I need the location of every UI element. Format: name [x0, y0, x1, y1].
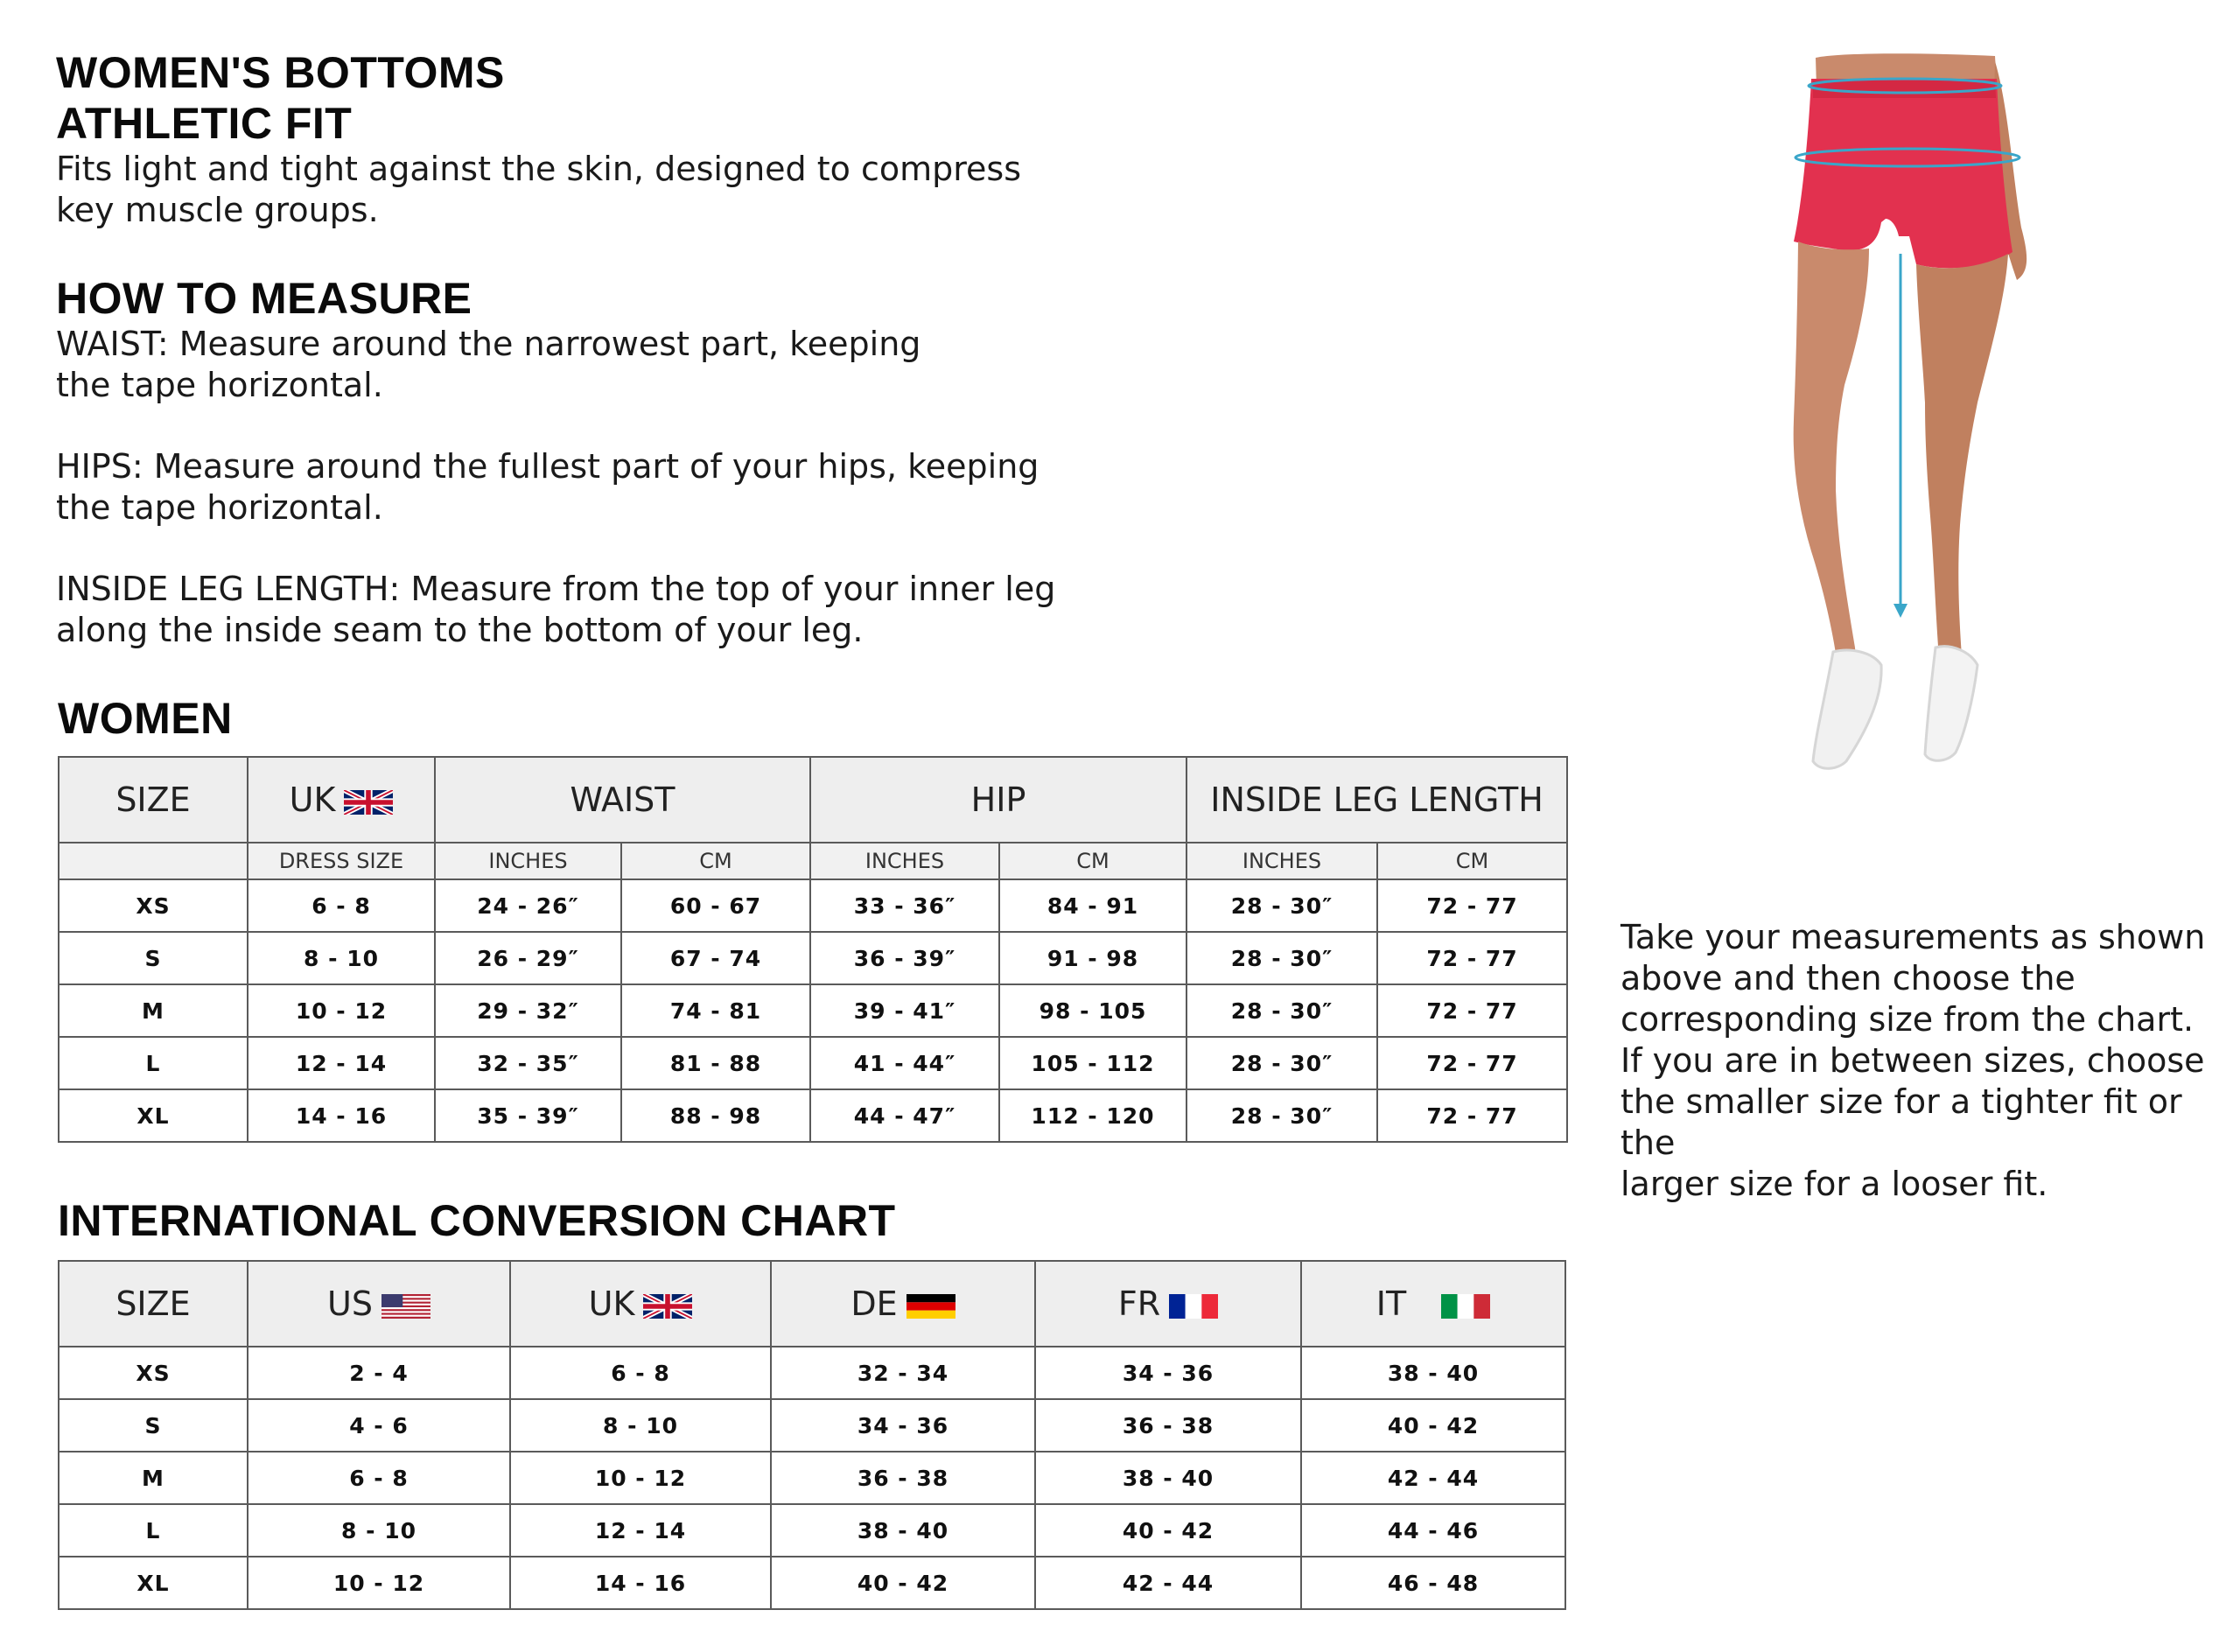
- table-cell: XL: [59, 1557, 248, 1609]
- women-table-header-row: [59, 757, 1567, 843]
- note-line: above and then choose the: [1620, 959, 2076, 998]
- table-cell: 38 - 40: [1301, 1347, 1565, 1399]
- table-cell: 6 - 8: [510, 1347, 771, 1399]
- table-cell: 36 - 39″: [810, 932, 999, 984]
- table-cell: 6 - 8: [248, 1452, 510, 1504]
- table-cell: 67 - 74: [621, 932, 810, 984]
- note-line: corresponding size from the chart.: [1620, 1000, 2194, 1039]
- fit-description-line2: key muscle groups.: [56, 191, 379, 229]
- de-header-label: DE: [850, 1284, 898, 1323]
- de-column-header: [771, 1261, 1035, 1347]
- table-cell: 72 - 77: [1377, 1089, 1567, 1142]
- conversion-table-title: INTERNATIONAL CONVERSION CHART: [58, 1196, 896, 1245]
- subheader-cell: INCHES: [435, 843, 621, 879]
- table-cell: 42 - 44: [1301, 1452, 1565, 1504]
- how-to-measure-title: HOW TO MEASURE: [56, 274, 472, 323]
- table-cell: 40 - 42: [1035, 1504, 1301, 1557]
- table-cell: 81 - 88: [621, 1037, 810, 1089]
- table-cell: 44 - 47″: [810, 1089, 999, 1142]
- table-cell: 8 - 10: [248, 932, 435, 984]
- uk-column-header: [248, 757, 435, 843]
- leg-instruction-line1: INSIDE LEG LENGTH: Measure from the top of your inner leg: [56, 570, 1056, 608]
- table-cell: 41 - 44″: [810, 1037, 999, 1089]
- table-cell: 38 - 40: [771, 1504, 1035, 1557]
- table-cell: 105 - 112: [999, 1037, 1186, 1089]
- table-cell: 39 - 41″: [810, 984, 999, 1037]
- intro-section: [56, 47, 1106, 231]
- note-line: larger size for a looser fit.: [1620, 1165, 2048, 1203]
- table-cell: 6 - 8: [248, 879, 435, 932]
- table-row: [59, 1347, 1565, 1399]
- table-cell: 10 - 12: [510, 1452, 771, 1504]
- table-cell: 44 - 46: [1301, 1504, 1565, 1557]
- table-cell: 32 - 35″: [435, 1037, 621, 1089]
- fit-description-line1: Fits light and tight against the skin, designed to compress: [56, 150, 1022, 188]
- table-cell: 72 - 77: [1377, 1037, 1567, 1089]
- women-table-title: WOMEN: [58, 694, 233, 743]
- table-cell: 10 - 12: [248, 984, 435, 1037]
- table-cell: 72 - 77: [1377, 984, 1567, 1037]
- size-column-header: SIZE: [59, 1261, 248, 1347]
- it-column-header: [1301, 1261, 1565, 1347]
- table-cell: 10 - 12: [248, 1557, 510, 1609]
- flag-fr-icon: [1169, 1294, 1218, 1319]
- note-line: If you are in between sizes, choose: [1620, 1041, 2205, 1080]
- table-cell: 36 - 38: [771, 1452, 1035, 1504]
- table-cell: 33 - 36″: [810, 879, 999, 932]
- subheader-cell: INCHES: [810, 843, 999, 879]
- table-cell: S: [59, 1399, 248, 1452]
- table-cell: 28 - 30″: [1186, 879, 1377, 932]
- table-cell: 88 - 98: [621, 1089, 810, 1142]
- table-cell: S: [59, 932, 248, 984]
- table-cell: 40 - 42: [1301, 1399, 1565, 1452]
- subheader-cell: [59, 843, 248, 879]
- subheader-cell: CM: [999, 843, 1186, 879]
- flag-it-icon: [1441, 1294, 1490, 1319]
- table-cell: 2 - 4: [248, 1347, 510, 1399]
- flag-us-icon: [382, 1294, 430, 1319]
- table-cell: 74 - 81: [621, 984, 810, 1037]
- subheader-cell: INCHES: [1186, 843, 1377, 879]
- table-cell: 24 - 26″: [435, 879, 621, 932]
- table-cell: XS: [59, 1347, 248, 1399]
- table-cell: 12 - 14: [510, 1504, 771, 1557]
- us-header-label: US: [327, 1284, 373, 1323]
- table-cell: 38 - 40: [1035, 1452, 1301, 1504]
- table-cell: 12 - 14: [248, 1037, 435, 1089]
- measurement-note: [1620, 917, 2224, 1205]
- waist-instruction-line1: WAIST: Measure around the narrowest part, keeping: [56, 325, 921, 363]
- leg-column-header: INSIDE LEG LENGTH: [1186, 757, 1567, 843]
- women-size-table: [58, 756, 1568, 1143]
- table-cell: 14 - 16: [510, 1557, 771, 1609]
- table-cell: 8 - 10: [248, 1504, 510, 1557]
- table-cell: 8 - 10: [510, 1399, 771, 1452]
- it-header-label: IT: [1376, 1284, 1407, 1323]
- table-cell: 28 - 30″: [1186, 932, 1377, 984]
- table-cell: 42 - 44: [1035, 1557, 1301, 1609]
- subheader-cell: CM: [1377, 843, 1567, 879]
- flag-uk-icon: [344, 790, 393, 815]
- uk-column-header: [510, 1261, 771, 1347]
- table-cell: 60 - 67: [621, 879, 810, 932]
- women-table-subheader-row: [59, 843, 1567, 879]
- table-cell: 72 - 77: [1377, 932, 1567, 984]
- table-cell: 14 - 16: [248, 1089, 435, 1142]
- table-row: [59, 932, 1567, 984]
- leg-instruction-line2: along the inside seam to the bottom of your leg.: [56, 611, 864, 649]
- table-cell: 40 - 42: [771, 1557, 1035, 1609]
- table-row: [59, 879, 1567, 932]
- table-cell: 34 - 36: [771, 1399, 1035, 1452]
- table-row: [59, 1452, 1565, 1504]
- table-cell: M: [59, 1452, 248, 1504]
- table-cell: 98 - 105: [999, 984, 1186, 1037]
- subheader-cell: CM: [621, 843, 810, 879]
- uk-header-label: UK: [289, 780, 336, 819]
- hips-instruction-line2: the tape horizontal.: [56, 488, 383, 527]
- page-title-line1: WOMEN'S BOTTOMS: [56, 48, 505, 97]
- model-photo: [1662, 35, 2135, 788]
- table-row: [59, 1399, 1565, 1452]
- table-cell: 46 - 48: [1301, 1557, 1565, 1609]
- table-cell: 28 - 30″: [1186, 984, 1377, 1037]
- table-cell: 29 - 32″: [435, 984, 621, 1037]
- hip-column-header: HIP: [810, 757, 1186, 843]
- subheader-cell: DRESS SIZE: [248, 843, 435, 879]
- fr-column-header: [1035, 1261, 1301, 1347]
- us-column-header: [248, 1261, 510, 1347]
- table-cell: XS: [59, 879, 248, 932]
- table-cell: L: [59, 1037, 248, 1089]
- table-cell: M: [59, 984, 248, 1037]
- table-row: [59, 1504, 1565, 1557]
- table-cell: 35 - 39″: [435, 1089, 621, 1142]
- table-row: [59, 1557, 1565, 1609]
- table-cell: 36 - 38: [1035, 1399, 1301, 1452]
- note-line: the smaller size for a tighter fit or the: [1620, 1082, 2182, 1162]
- table-cell: 28 - 30″: [1186, 1037, 1377, 1089]
- conversion-table-header-row: [59, 1261, 1565, 1347]
- waist-instruction-line2: the tape horizontal.: [56, 366, 383, 404]
- model-illustration: [1662, 35, 2135, 788]
- table-cell: 26 - 29″: [435, 932, 621, 984]
- table-cell: 32 - 34: [771, 1347, 1035, 1399]
- note-line: Take your measurements as shown: [1620, 918, 2206, 956]
- table-row: [59, 1089, 1567, 1142]
- table-row: [59, 1037, 1567, 1089]
- table-cell: 91 - 98: [999, 932, 1186, 984]
- how-to-measure-section: [56, 273, 1106, 651]
- table-cell: 28 - 30″: [1186, 1089, 1377, 1142]
- conversion-size-table: [58, 1260, 1566, 1610]
- fr-header-label: FR: [1117, 1284, 1161, 1323]
- size-column-header: SIZE: [59, 757, 248, 843]
- table-cell: 4 - 6: [248, 1399, 510, 1452]
- table-cell: L: [59, 1504, 248, 1557]
- uk-header-label: UK: [588, 1284, 635, 1323]
- page-title-line2: ATHLETIC FIT: [56, 99, 353, 148]
- table-cell: 112 - 120: [999, 1089, 1186, 1142]
- waist-column-header: WAIST: [435, 757, 810, 843]
- table-cell: 34 - 36: [1035, 1347, 1301, 1399]
- table-cell: 84 - 91: [999, 879, 1186, 932]
- flag-de-icon: [906, 1294, 956, 1319]
- hips-instruction-line1: HIPS: Measure around the fullest part of your hips, keeping: [56, 447, 1040, 486]
- table-cell: XL: [59, 1089, 248, 1142]
- flag-uk-icon: [643, 1294, 692, 1319]
- table-cell: 72 - 77: [1377, 879, 1567, 932]
- table-row: [59, 984, 1567, 1037]
